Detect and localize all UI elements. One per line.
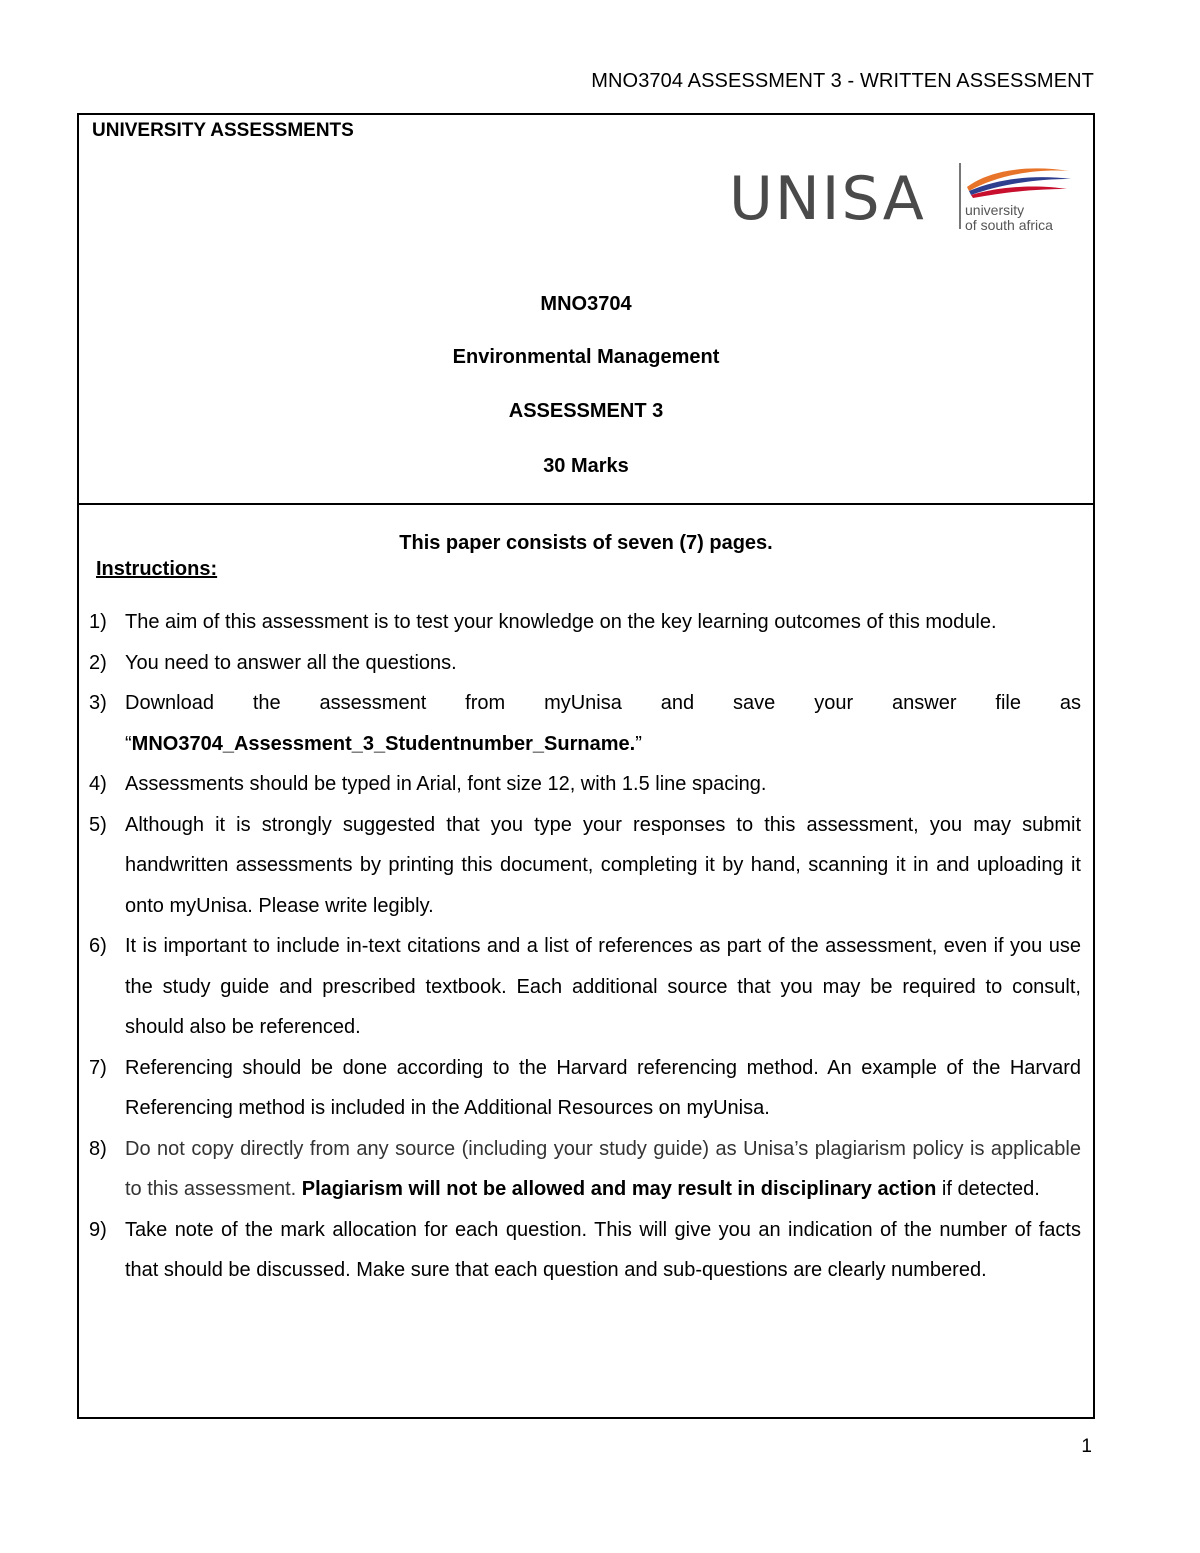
item-text-before: Do not copy directly from any source (including your study guide) as Unisa’s plagiarism policy is applicable to this assessment. <box>125 1137 1081 1200</box>
university-assessments-label: UNIVERSITY ASSESSMENTS <box>92 120 354 141</box>
assessment-title: ASSESSMENT 3 <box>508 400 664 422</box>
plagiarism-warning-bold: Plagiarism will not be allowed and may result in disciplinary action <box>301 1178 937 1200</box>
marks-total: 30 Marks <box>543 455 629 477</box>
instructions-list <box>89 602 1081 1291</box>
logo-sub-line1: university <box>965 202 1025 218</box>
page-number: 1 <box>1081 1436 1092 1457</box>
unisa-logo <box>729 159 1079 239</box>
item-text <box>125 683 1081 764</box>
list-item <box>89 805 1081 927</box>
item-number: 7) <box>89 1056 107 1079</box>
item-text: You need to answer all the questions. <box>125 651 457 674</box>
running-header: MNO3704 ASSESSMENT 3 - WRITTEN ASSESSMENT <box>591 70 1094 92</box>
list-item <box>89 643 1081 684</box>
pages-note: This paper consists of seven (7) pages. <box>399 532 773 554</box>
item-text: Assessments should be typed in Arial, font size 12, with 1.5 line spacing. <box>125 773 767 795</box>
item-text <box>125 1129 1081 1210</box>
item-number: 4) <box>89 773 107 795</box>
item-text: The aim of this assessment is to test your knowledge on the key learning outcomes of this module. <box>125 611 997 633</box>
item-text-after: if detected. <box>936 1178 1040 1200</box>
item-number: 8) <box>89 1137 107 1160</box>
logo-sub-line2: of south africa <box>965 217 1053 233</box>
module-name: Environmental Management <box>452 346 720 368</box>
list-item <box>89 1048 1081 1129</box>
instructions-box <box>77 502 1095 1419</box>
list-item <box>89 1210 1081 1291</box>
list-item <box>89 764 1081 805</box>
filename-bold: MNO3704_Assessment_3_Studentnumber_Surname. <box>131 732 636 755</box>
item-number: 2) <box>89 651 107 674</box>
list-item <box>89 1129 1081 1210</box>
instructions-heading: Instructions: <box>96 558 218 580</box>
item-number: 5) <box>89 813 107 836</box>
item-number: 6) <box>89 935 107 957</box>
list-item <box>89 602 1081 643</box>
cover-box <box>77 113 1095 505</box>
item-text: Referencing should be done according to the Harvard referencing method. An example of the Harvard Referencing method is included in the Additional Resources on myUnisa. <box>125 1056 1081 1119</box>
list-item <box>89 926 1081 1048</box>
item-number: 1) <box>89 611 107 633</box>
item-number: 9) <box>89 1218 107 1241</box>
item-text: Take note of the mark allocation for each question. This will give you an indication of the number of facts that should be discussed. Make sure that each question and sub-questions are clearly numbered. <box>125 1218 1081 1281</box>
item-text-after: ” <box>635 732 642 755</box>
item-text: It is important to include in-text citations and a list of references as part of the assessment, even if you use the study guide and prescribed textbook. Each additional source that you may be required to consult, should also be referenced. <box>125 935 1081 1038</box>
logo-swoosh-icon <box>961 165 1073 199</box>
module-code: MNO3704 <box>540 293 632 315</box>
list-item <box>89 683 1081 764</box>
logo-subtitle <box>965 203 1053 233</box>
item-number: 3) <box>89 692 107 714</box>
logo-wordmark: UNISA <box>729 164 926 234</box>
item-text-before: Download the assessment from myUnisa and save your answer file as “ <box>125 692 1081 755</box>
item-text: Although it is strongly suggested that you type your responses to this assessment, you may submit handwritten assessments by printing this document, completing it by hand, scanning it in and uploading it onto myUnisa. Please write legibly. <box>125 813 1081 917</box>
